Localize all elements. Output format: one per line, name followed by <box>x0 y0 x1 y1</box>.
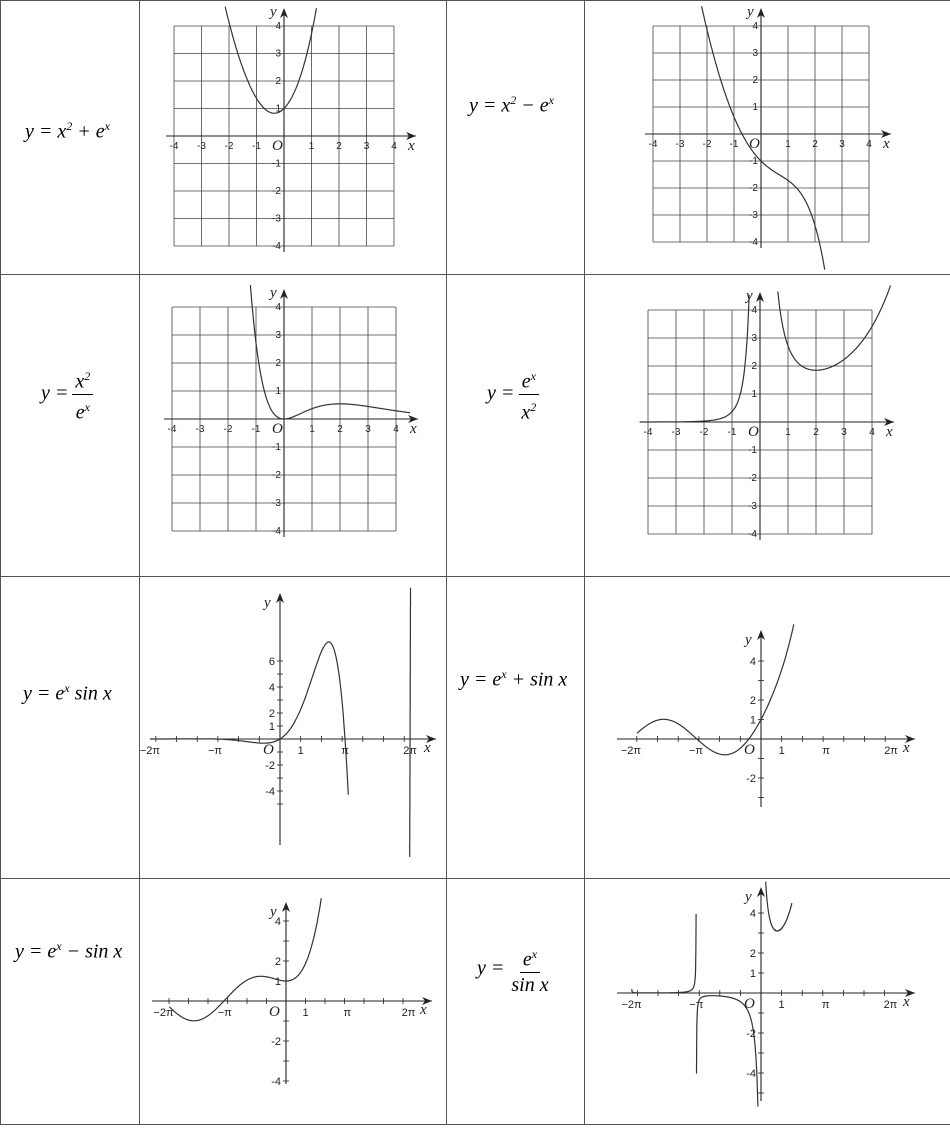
y-tick-label: 1 <box>752 102 758 113</box>
origin-label: O <box>269 1004 280 1020</box>
y-tick-label: -2 <box>746 1028 756 1040</box>
y-tick-label: -2 <box>265 760 275 772</box>
y-tick-label: -2 <box>272 470 281 481</box>
x-tick-label: −2π <box>139 745 161 757</box>
graph-2 <box>585 1 950 275</box>
graph-cell-8 <box>585 879 950 1125</box>
x-tick-label: 4 <box>391 141 397 152</box>
y-tick-label: 4 <box>751 305 757 316</box>
origin-label: O <box>263 742 274 758</box>
y-tick-label: -4 <box>749 237 758 248</box>
x-tick-label: 4 <box>869 427 875 438</box>
function-curve <box>702 6 825 269</box>
y-tick-label: 2 <box>749 948 756 960</box>
formula-5: $y = e^x$ sin x <box>23 681 112 705</box>
y-tick-label: -3 <box>748 501 757 512</box>
graph-cell-4 <box>585 275 950 577</box>
formula-cell-6 <box>447 577 585 879</box>
y-tick-label: -1 <box>749 156 758 167</box>
x-tick-label: 2π <box>403 745 417 757</box>
x-tick-label: -1 <box>251 424 261 435</box>
origin-label: O <box>272 138 283 154</box>
y-tick-label: 4 <box>749 908 756 920</box>
graph-cell-1 <box>140 1 447 275</box>
y-tick-label: -4 <box>746 1068 756 1080</box>
graph-cell-2 <box>585 1 950 275</box>
x-tick-label: 4 <box>393 424 399 435</box>
graph-7 <box>140 879 447 1125</box>
y-tick-label: 2 <box>751 361 757 372</box>
origin-label: O <box>744 742 755 758</box>
y-axis-label: y <box>264 595 271 611</box>
x-tick-label: 3 <box>365 424 371 435</box>
x-tick-label: −π <box>207 745 222 757</box>
x-tick-label: 2 <box>337 424 343 435</box>
x-tick-label: 1 <box>785 427 791 438</box>
y-tick-label: 1 <box>751 389 757 400</box>
formula-cell-3 <box>1 275 140 577</box>
x-tick-label: 2π <box>884 745 898 757</box>
y-axis-label: y <box>270 285 277 301</box>
x-tick-label: -3 <box>671 427 681 438</box>
formula-2: $y = x^2 - e^x$ <box>469 93 554 117</box>
origin-label: O <box>749 136 760 152</box>
x-axis-label: x <box>410 421 417 437</box>
y-tick-label: 2 <box>749 695 756 707</box>
y-tick-label: 1 <box>268 721 275 733</box>
x-tick-label: −π <box>688 745 703 757</box>
x-tick-label: 4 <box>866 139 872 150</box>
y-tick-label: 1 <box>275 386 281 397</box>
y-tick-label: 4 <box>749 656 756 668</box>
x-axis-label: x <box>903 740 910 756</box>
x-tick-label: -1 <box>729 139 739 150</box>
x-tick-label: -4 <box>167 424 177 435</box>
function-curve <box>640 286 891 423</box>
y-tick-label: 2 <box>752 75 758 86</box>
y-tick-label: 3 <box>751 333 757 344</box>
y-tick-label: 3 <box>752 48 758 59</box>
x-tick-label: 3 <box>841 427 847 438</box>
x-tick-label: -4 <box>169 141 179 152</box>
x-axis-label: x <box>903 994 910 1010</box>
y-tick-label: 1 <box>275 103 281 115</box>
x-axis-label: x <box>420 1002 427 1018</box>
y-tick-label: -1 <box>748 445 757 456</box>
y-tick-label: -2 <box>272 186 281 197</box>
graph-4 <box>585 275 950 577</box>
y-tick-label: -3 <box>272 213 281 225</box>
y-tick-label: -4 <box>271 1076 281 1088</box>
graph-cell-5 <box>140 577 447 879</box>
y-tick-label: 2 <box>268 708 275 720</box>
formula-cell-1 <box>1 1 140 275</box>
x-tick-label: 1 <box>302 1007 309 1019</box>
y-tick-label: 1 <box>274 976 281 988</box>
x-tick-label: −2π <box>621 999 642 1011</box>
x-tick-label: 1 <box>778 999 785 1011</box>
y-tick-label: 3 <box>275 48 281 60</box>
y-tick-label: 4 <box>752 21 758 32</box>
x-tick-label: 2 <box>813 427 819 438</box>
function-curve <box>632 914 696 993</box>
y-tick-label: 6 <box>268 656 275 668</box>
graph-6 <box>585 577 950 879</box>
x-tick-label: −π <box>217 1007 232 1019</box>
graph-cell-6 <box>585 577 950 879</box>
formula-cell-7 <box>1 879 140 1125</box>
x-tick-label: 2π <box>883 999 898 1011</box>
x-tick-label: π <box>343 1007 352 1019</box>
function-curve <box>150 642 348 795</box>
y-tick-label: 4 <box>274 916 281 928</box>
x-tick-label: 3 <box>363 141 370 152</box>
x-tick-label: -1 <box>252 141 261 152</box>
x-tick-label: −π <box>689 999 704 1011</box>
y-tick-label: -3 <box>749 210 758 221</box>
origin-label: O <box>272 421 283 437</box>
graph-1 <box>140 1 447 275</box>
x-axis-label: x <box>424 740 431 756</box>
x-tick-label: -2 <box>223 424 233 435</box>
x-tick-label: 2 <box>812 139 818 150</box>
y-tick-label: 4 <box>268 682 275 694</box>
y-tick-label: 4 <box>275 302 281 313</box>
graph-3 <box>140 275 447 577</box>
y-tick-label: 2 <box>275 358 281 369</box>
function-curve <box>169 898 321 1021</box>
x-axis-label: x <box>408 138 415 154</box>
y-tick-label: 1 <box>749 968 756 980</box>
y-tick-label: 2 <box>275 76 281 87</box>
origin-label: O <box>748 424 759 440</box>
formula-3: y = $\frac{x^2}{e^x}$ <box>41 365 93 423</box>
x-axis-label: x <box>883 136 890 152</box>
graph-cell-3 <box>140 275 447 577</box>
x-tick-label: 1 <box>309 424 315 435</box>
formula-6: $y = e^x + \sin x$ <box>460 667 568 691</box>
y-tick-label: -4 <box>272 241 281 252</box>
x-tick-label: -2 <box>702 139 712 150</box>
origin-label: O <box>744 996 755 1012</box>
x-tick-label: -2 <box>699 427 709 438</box>
graph-cell-7 <box>140 879 447 1125</box>
formula-7: $y = e^x - \sin x$ <box>15 939 123 963</box>
y-tick-label: -2 <box>746 773 756 785</box>
y-tick-label: -2 <box>748 473 757 484</box>
x-tick-label: 3 <box>839 139 845 150</box>
y-axis-label: y <box>745 889 752 905</box>
x-tick-label: π <box>822 745 830 757</box>
x-tick-label: -4 <box>648 139 658 150</box>
x-tick-label: 2π <box>401 1007 416 1019</box>
x-tick-label: -2 <box>224 141 234 152</box>
x-tick-label: −2π <box>620 745 642 757</box>
function-curve <box>410 588 411 857</box>
function-curve <box>766 882 792 931</box>
y-tick-label: 4 <box>275 21 281 32</box>
y-axis-label: y <box>745 632 752 648</box>
y-tick-label: -4 <box>748 529 757 540</box>
graph-8 <box>585 879 950 1125</box>
formula-cell-4 <box>447 275 585 577</box>
function-curve <box>250 285 410 419</box>
formula-8: y = $\frac{e^x}{\text{sin x}}$ <box>477 943 552 996</box>
y-tick-label: 2 <box>274 956 281 968</box>
x-tick-label: 2 <box>336 141 342 152</box>
x-tick-label: −2π <box>153 1007 174 1019</box>
y-tick-label: -4 <box>272 526 281 537</box>
function-curve <box>225 7 316 113</box>
x-tick-label: -3 <box>195 424 205 435</box>
y-tick-label: 3 <box>275 330 281 341</box>
formula-4: y = $\frac{e^x}{x^2}$ <box>487 365 539 423</box>
y-tick-label: -2 <box>271 1036 281 1048</box>
y-axis-label: y <box>747 4 754 20</box>
x-tick-label: -4 <box>643 427 653 438</box>
function-curve <box>697 996 758 1107</box>
y-axis-label: y <box>270 904 277 920</box>
y-tick-label: -1 <box>272 442 281 453</box>
x-tick-label: -3 <box>675 139 685 150</box>
y-tick-label: 1 <box>749 714 756 727</box>
y-tick-label: -2 <box>749 183 758 194</box>
x-tick-label: 1 <box>297 745 304 757</box>
formula-cell-2 <box>447 1 585 275</box>
y-tick-label: -3 <box>272 498 281 509</box>
x-tick-label: 1 <box>308 141 315 152</box>
x-tick-label: π <box>821 999 830 1011</box>
function-curve <box>637 624 794 754</box>
graph-5 <box>140 577 447 879</box>
x-axis-label: x <box>886 424 893 440</box>
y-tick-label: -1 <box>272 158 281 170</box>
formula-1: $y = x^2 + e^x$ <box>25 119 110 143</box>
y-axis-label: y <box>270 4 277 20</box>
y-tick-label: -4 <box>265 786 275 798</box>
x-tick-label: 1 <box>778 745 785 757</box>
x-tick-label: π <box>341 745 349 757</box>
x-tick-label: -1 <box>727 427 737 438</box>
y-axis-label: y <box>746 288 753 304</box>
formula-cell-8 <box>447 879 585 1125</box>
x-tick-label: 1 <box>785 139 791 150</box>
x-tick-label: -3 <box>197 141 206 152</box>
formula-cell-5 <box>1 577 140 879</box>
